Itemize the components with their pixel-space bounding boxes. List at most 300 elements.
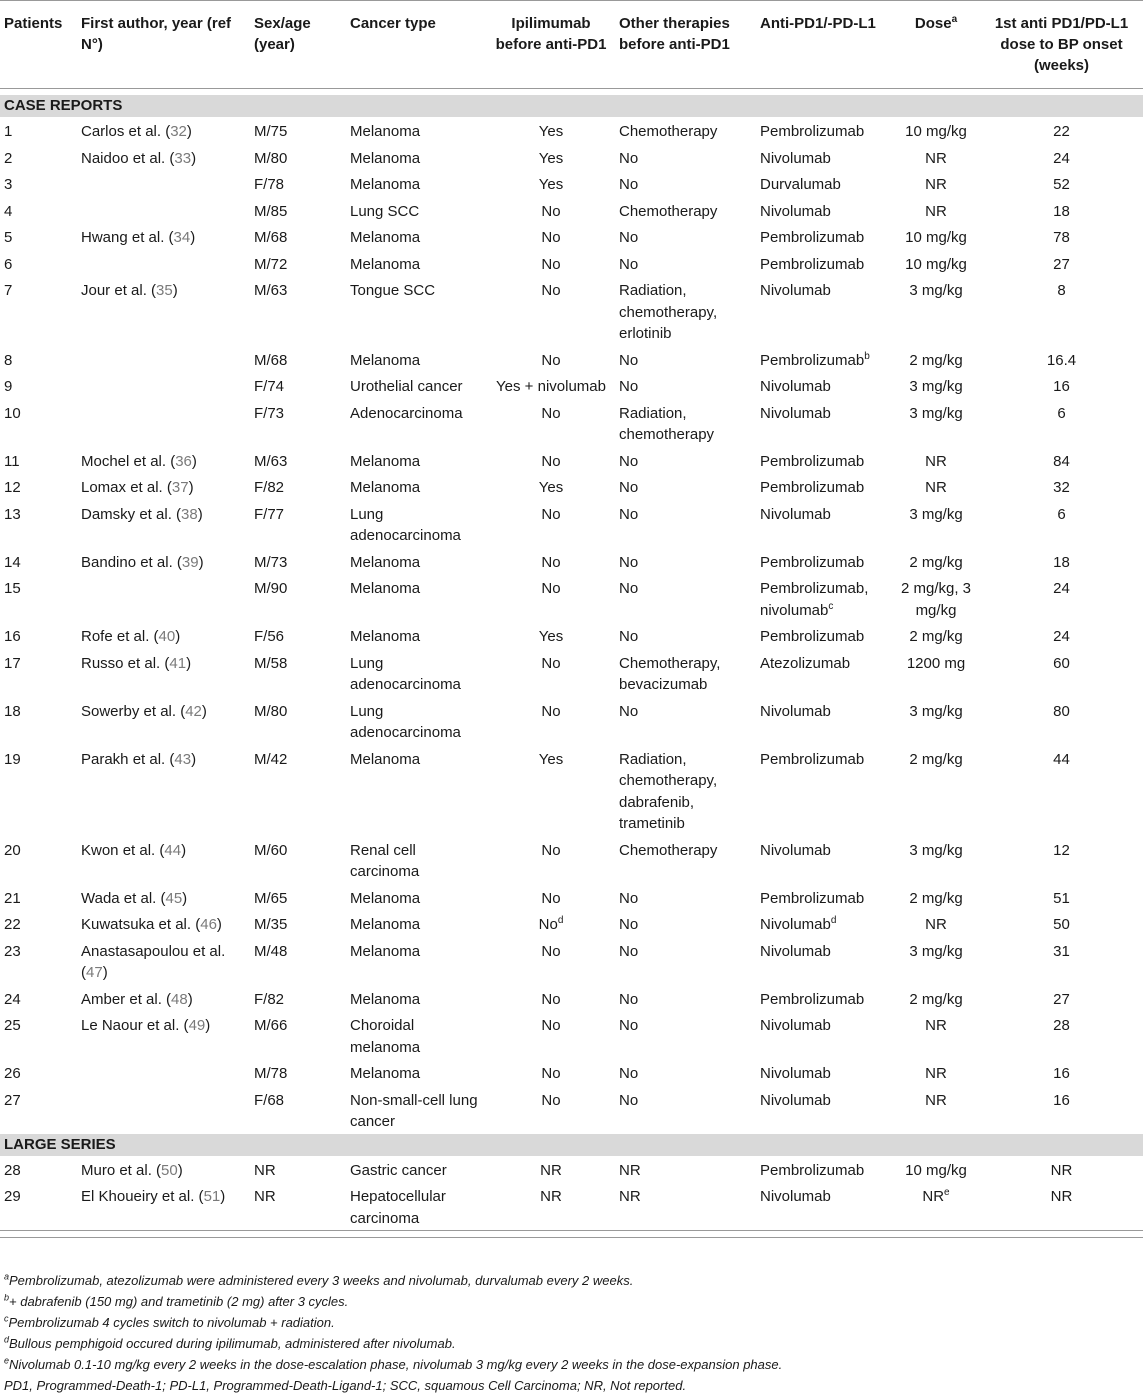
- footnote: [4, 1333, 782, 1354]
- table-row: [0, 1059, 1143, 1086]
- cell-cancer: Adenocarcinoma: [350, 404, 463, 422]
- cell-author: [77, 250, 250, 277]
- reference-number: 33: [174, 149, 192, 167]
- cell-cancer: Melanoma: [350, 942, 421, 960]
- cell-sexage: M/63: [254, 282, 288, 299]
- footnote-text: + dabrafenib (150 mg) and trametinib (2 mg) after 3 cycles.: [9, 1294, 349, 1309]
- table-row: [0, 884, 1143, 911]
- cell-patient: 26: [4, 1065, 21, 1082]
- cell-cancer: Melanoma: [350, 553, 421, 571]
- cell-author: Muro et al. (50): [81, 1161, 183, 1179]
- cell-ipilimumab: Yes: [538, 176, 564, 193]
- cell-author: El Khoueiry et al. (51): [81, 1188, 226, 1205]
- cell-sexage: M/85: [254, 202, 288, 220]
- cell-dose: NR: [925, 452, 947, 470]
- cell-onset: 16: [1053, 1091, 1070, 1109]
- cell-patient: 29: [4, 1188, 21, 1205]
- reference-number: 45: [165, 889, 183, 907]
- cell-onset: 16: [1053, 1065, 1070, 1082]
- footnote-text: PD1, Programmed-Death-1; PD-L1, Programmed-Death-Ligand-1; SCC, squamous Cell Carcinoma; NR, Not reported.: [4, 1378, 687, 1393]
- cell-sexage: F/82: [254, 479, 285, 496]
- footnote-mark: b: [864, 350, 870, 362]
- header-author: First author, year (ref N°): [81, 15, 232, 53]
- table-body-large: [0, 1134, 1143, 1238]
- cell-author: [77, 197, 250, 224]
- cell-dose: 3 mg/kg: [909, 942, 963, 960]
- cell-ipilimumab: No: [541, 505, 561, 523]
- cell-other-therapies: No: [619, 990, 639, 1008]
- cell-other-therapies: No: [619, 628, 639, 645]
- cell-ipilimumab: Yes: [538, 149, 564, 167]
- cell-other-therapies: Radiation, chemotherapy, dabrafenib, trametinib: [619, 750, 718, 832]
- cell-ipilimumab: No: [541, 841, 561, 859]
- cell-cancer: Gastric cancer: [350, 1161, 447, 1179]
- cell-anti-pd1: Pembrolizumab: [760, 255, 865, 273]
- cell-other-therapies: NR: [619, 1188, 641, 1205]
- reference-number: 40: [158, 628, 176, 645]
- reference-number: 41: [169, 654, 187, 672]
- cell-dose: 3 mg/kg: [909, 378, 963, 395]
- cell-patient: 12: [4, 479, 21, 496]
- table-row: [0, 500, 1143, 548]
- cell-dose: $NR^e$: [922, 1187, 950, 1205]
- cell-ipilimumab: Yes + nivolumab: [496, 378, 606, 395]
- cell-author: Naidoo et al. (33): [81, 149, 197, 167]
- cell-onset: 16: [1053, 378, 1070, 395]
- cell-cancer: Hepatocellular carcinoma: [350, 1188, 446, 1227]
- cell-cancer: Melanoma: [350, 916, 421, 933]
- cell-ipilimumab: No: [541, 202, 561, 220]
- cell-ipilimumab: NR: [540, 1188, 562, 1205]
- cell-author: Sowerby et al. (42): [81, 702, 207, 720]
- cell-ipilimumab: No: [541, 1091, 561, 1109]
- cell-cancer: Melanoma: [350, 580, 421, 597]
- cell-sexage: M/80: [254, 149, 288, 167]
- cell-patient: 17: [4, 654, 21, 672]
- table-footnotes: [4, 1270, 782, 1396]
- cell-dose: NR: [925, 1065, 947, 1082]
- cell-dose: 2 mg/kg: [909, 553, 963, 571]
- footnote-text: Nivolumab 0.1-10 mg/kg every 2 weeks in the dose-escalation phase, nivolumab 3 mg/kg every 2 weeks in the dose-expansion phase.: [9, 1357, 783, 1372]
- footnote: [4, 1270, 782, 1291]
- footnote: [4, 1312, 782, 1333]
- cell-sexage: F/82: [254, 990, 285, 1008]
- cell-onset: 32: [1053, 479, 1070, 496]
- cell-author: Damsky et al. (38): [81, 505, 203, 523]
- table-row: [0, 117, 1143, 144]
- reference-number: 49: [188, 1017, 206, 1034]
- header-dose: Dose$^a$: [914, 14, 958, 32]
- cell-patient: 21: [4, 889, 21, 907]
- cell-patient: 2: [4, 149, 13, 167]
- cell-dose: 2 mg/kg: [909, 990, 963, 1008]
- cell-onset: 18: [1053, 553, 1070, 571]
- section-label: CASE REPORTS: [0, 95, 1143, 117]
- cell-onset: 80: [1053, 702, 1070, 720]
- cell-onset: 16.4: [1046, 351, 1077, 369]
- cell-sexage: NR: [254, 1161, 276, 1179]
- footnote-mark: d: [830, 915, 837, 926]
- table-row: [0, 447, 1143, 474]
- cell-other-therapies: Radiation, chemotherapy, erlotinib: [619, 282, 718, 342]
- header-ipilimumab: Ipilimumab before anti-PD1: [495, 15, 607, 53]
- cell-cancer: Melanoma: [350, 452, 421, 470]
- cell-anti-pd1: Nivolumab$^d$: [760, 915, 837, 933]
- cell-sexage: M/58: [254, 654, 288, 672]
- cell-cancer: Melanoma: [350, 229, 421, 246]
- cell-patient: 3: [4, 176, 13, 193]
- cell-author: Rofe et al. (40): [81, 628, 181, 645]
- cell-patient: 14: [4, 553, 21, 571]
- cell-dose: 10 mg/kg: [905, 123, 967, 140]
- cell-patient: 4: [4, 202, 13, 220]
- cell-sexage: M/66: [254, 1017, 288, 1034]
- cell-sexage: F/78: [254, 176, 285, 193]
- cell-cancer: Melanoma: [350, 1065, 421, 1082]
- cell-cancer: Urothelial cancer: [350, 378, 463, 395]
- cell-patient: 20: [4, 841, 21, 859]
- cell-anti-pd1: Nivolumab: [760, 841, 831, 859]
- cell-ipilimumab: No: [541, 942, 561, 960]
- cell-dose: 3 mg/kg: [909, 702, 963, 720]
- cell-anti-pd1: Pembrolizumab$^b$: [760, 350, 870, 369]
- cell-cancer: Melanoma: [350, 123, 421, 140]
- table-row: [0, 649, 1143, 697]
- table-row: [0, 346, 1143, 373]
- table-row: [0, 1086, 1143, 1134]
- cell-anti-pd1: Nivolumab: [760, 282, 831, 299]
- cell-anti-pd1: Nivolumab: [760, 1065, 831, 1082]
- cell-anti-pd1: Pembrolizumab: [760, 123, 865, 140]
- table-row: [0, 1011, 1143, 1059]
- cell-ipilimumab: No: [541, 654, 561, 672]
- table-header: [0, 1, 1143, 89]
- cell-sexage: NR: [254, 1188, 276, 1205]
- cell-author: [77, 346, 250, 373]
- reference-number: 44: [164, 841, 182, 859]
- reference-number: 50: [161, 1161, 178, 1179]
- cell-cancer: Lung SCC: [350, 202, 420, 220]
- footnote-text: Bullous pemphigoid occured during ipilimumab, administered after nivolumab.: [9, 1336, 456, 1351]
- footnote-mark: e: [944, 1187, 950, 1198]
- cell-ipilimumab: Yes: [538, 479, 564, 496]
- cell-cancer: Lung adenocarcinoma: [350, 702, 461, 741]
- cell-sexage: F/77: [254, 505, 285, 523]
- cell-anti-pd1: Nivolumab: [760, 1188, 831, 1205]
- cell-anti-pd1: Atezolizumab: [760, 654, 851, 672]
- cell-anti-pd1: Pembrolizumab: [760, 229, 865, 246]
- cell-ipilimumab: No$^d$: [538, 915, 564, 933]
- section-case-reports: [0, 95, 1143, 117]
- table-row: [0, 622, 1143, 649]
- cell-cancer: Melanoma: [350, 750, 421, 768]
- cell-anti-pd1: Nivolumab: [760, 1091, 831, 1109]
- reference-number: 51: [203, 1188, 221, 1205]
- cell-ipilimumab: No: [541, 229, 561, 246]
- footnote: [4, 1354, 782, 1375]
- section-large-series: [0, 1134, 1143, 1156]
- cell-anti-pd1: Pembrolizumab: [760, 479, 865, 496]
- reference-number: 37: [171, 479, 189, 496]
- cell-sexage: M/65: [254, 889, 288, 907]
- table-row: [0, 372, 1143, 399]
- cell-dose: 2 mg/kg: [909, 351, 963, 369]
- table-row: [0, 250, 1143, 277]
- cell-patient: 28: [4, 1161, 21, 1179]
- header-cancer: Cancer type: [350, 15, 436, 32]
- cell-patient: 23: [4, 942, 21, 960]
- table-row: [0, 223, 1143, 250]
- cell-author: Mochel et al. (36): [81, 452, 197, 470]
- table-row: [0, 910, 1143, 937]
- cell-dose: 3 mg/kg: [909, 505, 963, 523]
- cell-onset: 60: [1053, 654, 1070, 672]
- cell-onset: 22: [1053, 123, 1070, 140]
- header-onset: 1st anti PD1/PD-L1 dose to BP onset (weeks): [994, 15, 1129, 74]
- cell-other-therapies: Chemotherapy: [619, 123, 718, 140]
- table-row: [0, 144, 1143, 171]
- cell-onset: 24: [1053, 628, 1070, 645]
- cell-dose: NR: [925, 202, 947, 220]
- cell-ipilimumab: No: [541, 889, 561, 907]
- cell-sexage: M/48: [254, 942, 288, 960]
- cell-cancer: Melanoma: [350, 255, 421, 273]
- cell-ipilimumab: No: [541, 282, 561, 299]
- cell-other-therapies: No: [619, 889, 639, 907]
- cell-cancer: Renal cell carcinoma: [350, 841, 420, 880]
- cell-sexage: F/68: [254, 1091, 285, 1109]
- cell-sexage: M/35: [254, 916, 288, 933]
- cell-cancer: Tongue SCC: [350, 282, 436, 299]
- cell-onset: NR: [1050, 1161, 1073, 1179]
- cell-author: [77, 399, 250, 447]
- cell-onset: 27: [1053, 255, 1070, 273]
- table-row: [0, 574, 1143, 622]
- table-body: [0, 89, 1143, 1134]
- cell-other-therapies: No: [619, 255, 639, 273]
- cell-anti-pd1: Pembrolizumab: [760, 1161, 865, 1179]
- cell-patient: 24: [4, 990, 21, 1008]
- cell-anti-pd1: Nivolumab: [760, 505, 831, 523]
- cell-author: [77, 170, 250, 197]
- cell-anti-pd1: Nivolumab: [760, 1017, 831, 1034]
- table-row: [0, 1182, 1143, 1231]
- cell-author: Kwon et al. (44): [81, 841, 187, 859]
- table-row: [0, 170, 1143, 197]
- cell-sexage: M/63: [254, 452, 288, 470]
- cell-author: Russo et al. (41): [81, 654, 192, 672]
- cell-cancer: Melanoma: [350, 176, 421, 193]
- cell-anti-pd1: Nivolumab: [760, 202, 831, 220]
- cell-other-therapies: No: [619, 1065, 639, 1082]
- reference-number: 35: [156, 282, 173, 299]
- cell-ipilimumab: No: [541, 452, 561, 470]
- cell-sexage: M/68: [254, 351, 288, 369]
- table-row: [0, 197, 1143, 224]
- header-patients: Patients: [4, 15, 63, 32]
- cell-other-therapies: No: [619, 1017, 639, 1034]
- cell-author: Hwang et al. (34): [81, 229, 196, 246]
- cell-dose: 2 mg/kg: [909, 889, 963, 907]
- cell-anti-pd1: Pembrolizumab: [760, 990, 865, 1008]
- footnote: [4, 1375, 782, 1396]
- cell-sexage: M/80: [254, 702, 288, 720]
- cell-onset: 31: [1053, 942, 1070, 960]
- cell-onset: 51: [1053, 889, 1070, 907]
- cell-other-therapies: Chemotherapy: [619, 841, 718, 859]
- cell-other-therapies: No: [619, 479, 639, 496]
- footnote-mark: c: [828, 600, 834, 612]
- reference-number: 38: [181, 505, 198, 523]
- cell-dose: 2 mg/kg: [909, 628, 963, 645]
- cell-sexage: M/42: [254, 750, 288, 768]
- footnote-mark: d: [557, 915, 564, 926]
- footnote-text: Pembrolizumab 4 cycles switch to nivolumab + radiation.: [8, 1315, 335, 1330]
- table-row: [0, 1156, 1143, 1183]
- cell-other-therapies: No: [619, 580, 639, 597]
- cell-author: [77, 1059, 250, 1086]
- header-sexage: Sex/age (year): [254, 15, 311, 53]
- cell-dose: 10 mg/kg: [905, 229, 967, 246]
- cell-onset: 24: [1053, 580, 1070, 597]
- cell-patient: 5: [4, 229, 13, 246]
- cell-onset: 44: [1053, 750, 1070, 768]
- cell-ipilimumab: No: [541, 702, 561, 720]
- cell-other-therapies: Radiation, chemotherapy: [619, 404, 715, 443]
- cell-anti-pd1: Nivolumab: [760, 942, 831, 960]
- cell-dose: NR: [925, 1017, 947, 1034]
- cell-onset: 84: [1053, 452, 1070, 470]
- cell-anti-pd1: Pembrolizumab: [760, 452, 865, 470]
- cell-patient: 7: [4, 282, 13, 299]
- header-anti-pd1: Anti-PD1/-PD-L1: [760, 15, 876, 32]
- cell-sexage: M/68: [254, 229, 288, 246]
- cell-cancer: Melanoma: [350, 628, 421, 645]
- section-label: LARGE SERIES: [0, 1134, 1143, 1156]
- cell-anti-pd1: Nivolumab: [760, 149, 831, 167]
- cell-dose: 3 mg/kg: [909, 282, 963, 299]
- cell-patient: 10: [4, 404, 21, 422]
- table-row: [0, 399, 1143, 447]
- footnote-mark: b: [4, 1292, 10, 1303]
- cell-ipilimumab: No: [541, 990, 561, 1008]
- cell-patient: 19: [4, 750, 21, 768]
- reference-number: 48: [171, 990, 188, 1008]
- cell-other-therapies: Chemotherapy, bevacizumab: [619, 654, 721, 693]
- footnote: [4, 1291, 782, 1312]
- cell-dose: 3 mg/kg: [909, 841, 963, 859]
- cell-onset: 50: [1053, 916, 1070, 933]
- cell-other-therapies: No: [619, 229, 639, 246]
- cell-cancer: Lung adenocarcinoma: [350, 505, 461, 544]
- cell-dose: 2 mg/kg: [909, 750, 963, 768]
- cell-anti-pd1: Nivolumab: [760, 702, 831, 720]
- cell-patient: 18: [4, 702, 21, 720]
- cell-other-therapies: No: [619, 351, 639, 369]
- cell-dose: NR: [925, 149, 947, 167]
- cell-onset: 27: [1053, 990, 1070, 1008]
- table-row: [0, 276, 1143, 346]
- reference-number: 46: [200, 916, 217, 933]
- cell-patient: 11: [4, 452, 20, 470]
- reference-number: 42: [185, 702, 202, 720]
- cell-dose: 2 mg/kg, 3 mg/kg: [900, 580, 972, 619]
- cell-sexage: M/90: [254, 580, 288, 597]
- cell-cancer: Choroidal melanoma: [350, 1017, 421, 1056]
- cell-sexage: M/72: [254, 255, 288, 273]
- cell-ipilimumab: Yes: [538, 123, 564, 140]
- cell-other-therapies: Chemotherapy: [619, 202, 718, 220]
- cell-onset: 28: [1053, 1017, 1070, 1034]
- cell-onset: 18: [1053, 202, 1070, 220]
- cell-sexage: F/74: [254, 378, 285, 395]
- reference-number: 47: [86, 964, 103, 981]
- header-other-therapies: Other therapies before anti-PD1: [619, 15, 730, 53]
- cell-anti-pd1: Pembrolizumab: [760, 628, 865, 645]
- cell-cancer: Melanoma: [350, 479, 421, 496]
- cell-anti-pd1: Nivolumab: [760, 404, 831, 422]
- cell-sexage: M/78: [254, 1065, 288, 1082]
- cell-other-therapies: No: [619, 942, 639, 960]
- cell-dose: 1200 mg: [906, 654, 966, 672]
- cell-other-therapies: No: [619, 378, 639, 395]
- cell-dose: 10 mg/kg: [905, 255, 967, 273]
- reference-number: 32: [170, 123, 187, 140]
- cell-sexage: M/73: [254, 553, 288, 571]
- cell-patient: 22: [4, 916, 21, 933]
- cell-ipilimumab: No: [541, 255, 561, 273]
- cell-dose: NR: [925, 916, 947, 933]
- cell-ipilimumab: No: [541, 1065, 561, 1082]
- cell-other-therapies: NR: [619, 1161, 641, 1179]
- cell-onset: 12: [1053, 841, 1070, 859]
- cell-cancer: Melanoma: [350, 889, 421, 907]
- footnote-text: Pembrolizumab, atezolizumab were administered every 3 weeks and nivolumab, durvalumab every 2 weeks.: [9, 1273, 634, 1288]
- cell-other-therapies: No: [619, 1091, 639, 1109]
- cell-author: Jour et al. (35): [81, 282, 178, 299]
- cell-other-therapies: No: [619, 149, 639, 167]
- cell-author: Anastasapoulou et al. (47): [81, 942, 226, 981]
- cell-sexage: M/75: [254, 123, 288, 140]
- cell-cancer: Non-small-cell lung cancer: [350, 1091, 478, 1130]
- footnote-mark: a: [4, 1271, 10, 1282]
- cell-onset: 8: [1057, 282, 1066, 299]
- cell-other-therapies: No: [619, 176, 639, 193]
- cell-cancer: Melanoma: [350, 351, 421, 369]
- footnote-mark: d: [4, 1334, 10, 1345]
- cell-anti-pd1: Pembrolizumab: [760, 553, 865, 571]
- cell-patient: 8: [4, 351, 13, 369]
- cell-onset: NR: [1050, 1188, 1073, 1205]
- header-dose-footnote-mark: a: [951, 14, 958, 25]
- cell-sexage: F/56: [254, 628, 285, 645]
- cell-onset: 24: [1053, 149, 1070, 167]
- cell-dose: NR: [925, 479, 947, 496]
- cell-ipilimumab: Yes: [538, 628, 564, 645]
- cell-patient: 9: [4, 378, 13, 395]
- cell-author: [77, 372, 250, 399]
- cell-patient: 25: [4, 1017, 21, 1034]
- cell-ipilimumab: No: [541, 351, 561, 369]
- cell-ipilimumab: No: [541, 404, 561, 422]
- cell-dose: NR: [925, 1091, 947, 1109]
- cell-onset: 6: [1057, 404, 1066, 422]
- cell-patient: 27: [4, 1091, 21, 1109]
- cell-author: [77, 1086, 250, 1134]
- cell-anti-pd1: Nivolumab: [760, 378, 831, 395]
- cell-ipilimumab: Yes: [538, 750, 564, 768]
- cell-dose: 10 mg/kg: [905, 1161, 967, 1179]
